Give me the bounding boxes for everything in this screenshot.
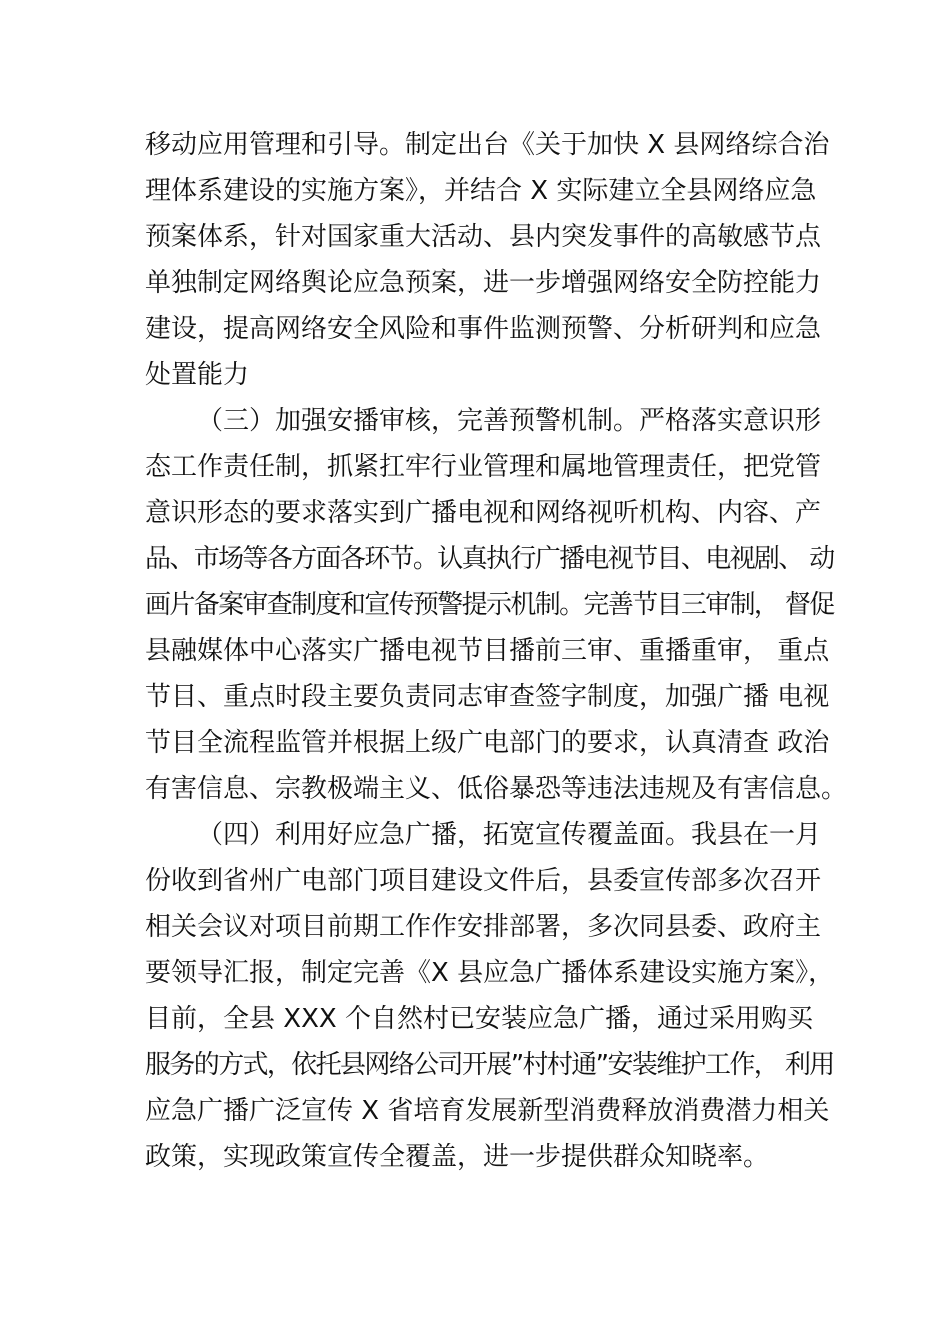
paragraph-first-line: （四）利用好应急广播，拓宽宣传覆盖面。我县在一月 [197, 820, 822, 850]
text-line: 目前，全县 XXX 个自然村已安装应急广播，通过采用购买 [145, 1004, 813, 1034]
paragraph-first-line: （三）加强安播审核，完善预警机制。严格落实意识形 [197, 406, 822, 436]
text-line: 单独制定网络舆论应急预案，进一步增强网络安全防控能力 [145, 268, 822, 298]
text-line: 节目全流程监管并根据上级广电部门的要求，认真清查 政治 [145, 728, 830, 758]
text-line: 节目、重点时段主要负责同志审查签字制度，加强广播 电视 [145, 682, 830, 712]
text-line: 品、市场等各方面各环节。认真执行广播电视节目、电视剧、 动 [145, 544, 834, 574]
text-line: 应急广播广泛宣传 X 省培育发展新型消费释放消费潜力相关 [145, 1096, 830, 1126]
text-line: 有害信息、宗教极端主义、低俗暴恐等违法违规及有害信息。 [145, 774, 848, 804]
text-line: 理体系建设的实施方案》，并结合 X 实际建立全县网络应急 [145, 176, 817, 206]
text-line: 服务的方式，依托县网络公司开展”村村通”安装维护工作， 利用 [145, 1050, 834, 1080]
text-line: 预案体系，针对国家重大活动、县内突发事件的高敏感节点 [145, 222, 822, 252]
text-line: 要领导汇报，制定完善《X 县应急广播体系建设实施方案》， [145, 958, 835, 988]
text-line: 移动应用管理和引导。制定出台《关于加快 X 县网络综合治 [145, 130, 830, 160]
text-line: 画片备案审查制度和宣传预警提示机制。完善节目三审制， 督促 [145, 590, 834, 620]
text-line: 意识形态的要求落实到广播电视和网络视听机构、内容、产 [145, 498, 822, 528]
text-line: 态工作责任制，抓紧扛牢行业管理和属地管理责任，把党管 [145, 452, 822, 482]
text-line: 份收到省州广电部门项目建设文件后，县委宣传部多次召开 [145, 866, 822, 896]
body-text [145, 122, 848, 1180]
text-line: 处置能力 [145, 360, 250, 390]
text-line: 相关会议对项目前期工作作安排部署，多次同县委、政府主 [145, 912, 822, 942]
text-line: 建设，提高网络安全风险和事件监测预警、分析研判和应急 [145, 314, 822, 344]
text-line: 政策，实现政策宣传全覆盖，进一步提供群众知晓率。 [145, 1142, 770, 1172]
text-line: 县融媒体中心落实广播电视节目播前三审、重播重审， 重点 [145, 636, 830, 666]
